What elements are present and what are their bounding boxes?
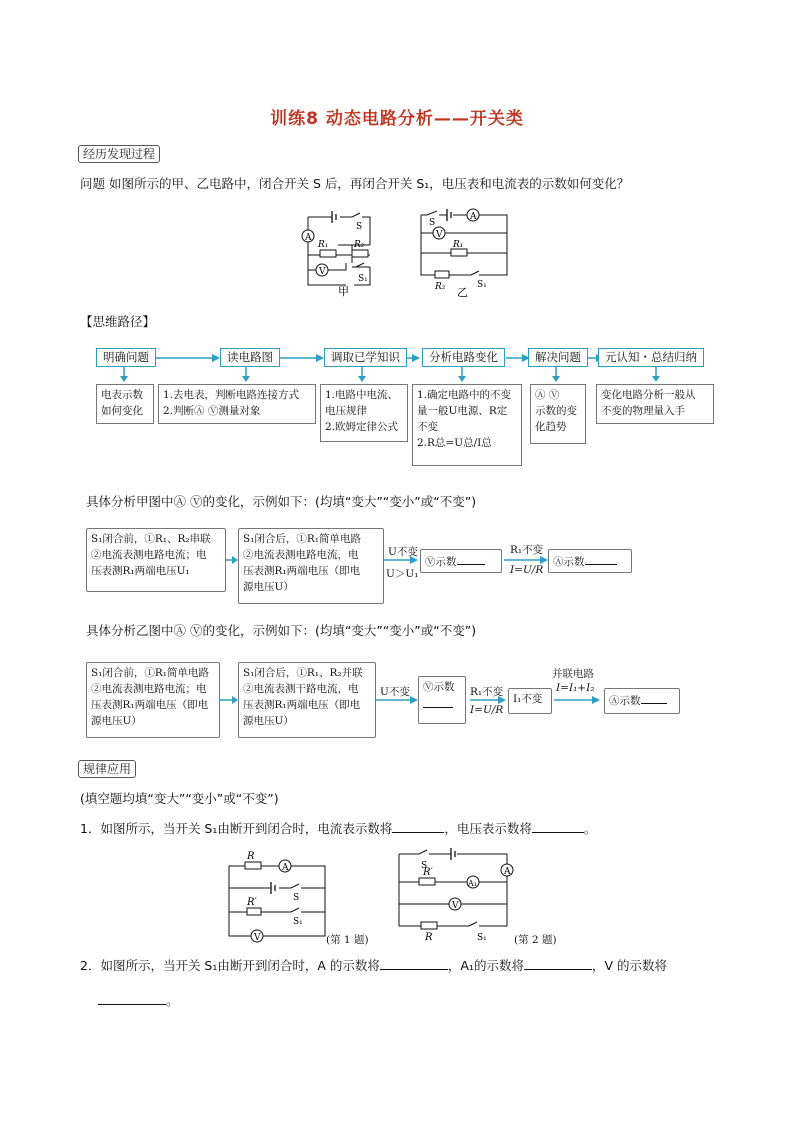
svg-text:S: S <box>421 861 428 871</box>
label-yi: 乙 <box>457 286 468 299</box>
svg-text:A: A <box>282 863 289 873</box>
fill-note: (填空题均填“变大”“变小”或“不变”) <box>80 791 279 806</box>
jia-v-reading: Ⓥ示数 <box>420 549 502 573</box>
jia-a-reading: Ⓐ示数 <box>548 549 632 573</box>
svg-text:V: V <box>254 933 261 943</box>
svg-text:S: S <box>356 222 363 232</box>
ammeter-label: A <box>305 233 312 243</box>
page-title: 训练8 动态电路分析——开关类 <box>270 109 524 129</box>
flow-box-5: Ⓐ Ⓥ 示数的变 化趋势 <box>530 384 586 444</box>
analysis-yi-intro: 具体分析乙图中Ⓐ Ⓥ的变化，示例如下：(均填“变大”“变小”或“不变”) <box>86 623 477 638</box>
flow-step-4: 分析电路变化 <box>422 348 505 367</box>
flow-step-6: 元认知・总结归纳 <box>598 348 704 367</box>
svg-text:S₁: S₁ <box>477 280 487 290</box>
figure-2-circuit <box>395 844 520 944</box>
svg-text:S₁: S₁ <box>358 274 368 284</box>
analysis-jia-intro: 具体分析甲图中Ⓐ Ⓥ的变化，示例如下：(均填“变大”“变小”或“不变”) <box>86 494 477 509</box>
yi-after-box: S₁闭合后，①R₁、R₂并联 ②电流表测干路电流，电 压表测R₁两端电压（即电 源电压U） <box>238 662 376 738</box>
yi-i1-box: I₁不变 <box>508 688 552 714</box>
svg-text:V: V <box>436 230 443 240</box>
question-text: 问题 如图所示的甲、乙电路中，闭合开关 S 后，再闭合开关 S₁，电压表和电流表的示数如何变化？ <box>80 176 630 191</box>
flow-box-2: 1.去电表，判断电路连接方式 2.判断Ⓐ Ⓥ测量对象 <box>158 384 316 424</box>
section-application: 规律应用 <box>78 760 136 778</box>
label-jia: 甲 <box>338 285 349 298</box>
flow-box-6: 变化电路分析一般从 不变的物理量入手 <box>596 384 714 424</box>
svg-text:S: S <box>429 218 436 228</box>
svg-text:R′: R′ <box>423 867 433 878</box>
section-experience: 经历发现过程 <box>78 145 160 163</box>
circuit-jia <box>290 205 390 300</box>
svg-text:R: R <box>247 851 255 862</box>
jia-before-box: S₁闭合前，①R₁、R₂串联 ②电流表测电路电流；电 压表测R₁两端电压U₁ <box>86 528 226 592</box>
question-2-cont: 。 <box>98 992 179 1010</box>
svg-text:A₁: A₁ <box>468 879 477 888</box>
flow-step-1: 明确问题 <box>96 348 156 367</box>
voltmeter-label: V <box>319 267 326 277</box>
svg-text:R₁: R₁ <box>453 240 464 250</box>
yi-v-reading: Ⓥ示数 <box>418 676 466 724</box>
svg-text:S₁: S₁ <box>477 933 487 943</box>
svg-text:R₂: R₂ <box>354 240 365 250</box>
circuit-yi <box>415 205 525 300</box>
yi-before-box: S₁闭合前，①R₁简单电路 ②电流表测电路电流；电 压表测R₁两端电压（即电 源电压U） <box>86 662 220 738</box>
jia-after-box: S₁闭合后，①R₁简单电路 ②电流表测电路电流，电 压表测R₁两端电压（即电 源电压U） <box>238 528 384 604</box>
svg-text:A: A <box>470 212 477 222</box>
question-2: 2．如图所示，当开关 S₁由断开到闭合时，A 的示数将 ，A₁的示数将 ，V 的示数将 <box>80 958 667 973</box>
flow-box-4: 1.确定电路中的不变 量一般U电源、R定不变 2.R总=U总/I总 <box>412 384 522 466</box>
svg-text:R₂: R₂ <box>435 282 446 292</box>
flow-step-2: 读电路图 <box>220 348 280 367</box>
svg-text:S₁: S₁ <box>293 917 303 927</box>
svg-text:R′: R′ <box>247 897 257 908</box>
yi-a-reading: Ⓐ示数 <box>604 688 680 714</box>
question-1: 1．如图所示，当开关 S₁由断开到闭合时，电流表示数将 ，电压表示数将 。 <box>80 821 597 836</box>
flow-step-5: 解决问题 <box>528 348 588 367</box>
figure-1-caption: (第 1 题) <box>326 934 369 946</box>
svg-text:V: V <box>452 901 459 911</box>
flow-step-3: 调取已学知识 <box>324 348 407 367</box>
flow-box-3: 1.电路中电流、 电压规律 2.欧姆定律公式 <box>320 384 408 442</box>
svg-text:A: A <box>504 867 511 877</box>
svg-text:R: R <box>425 932 433 943</box>
thinking-header: 【思维路径】 <box>80 314 156 329</box>
svg-text:R₁: R₁ <box>318 240 329 250</box>
figure-2-caption: (第 2 题) <box>514 934 557 946</box>
svg-text:S: S <box>293 893 300 903</box>
flow-box-1: 电表示数 如何变化 <box>96 384 154 424</box>
